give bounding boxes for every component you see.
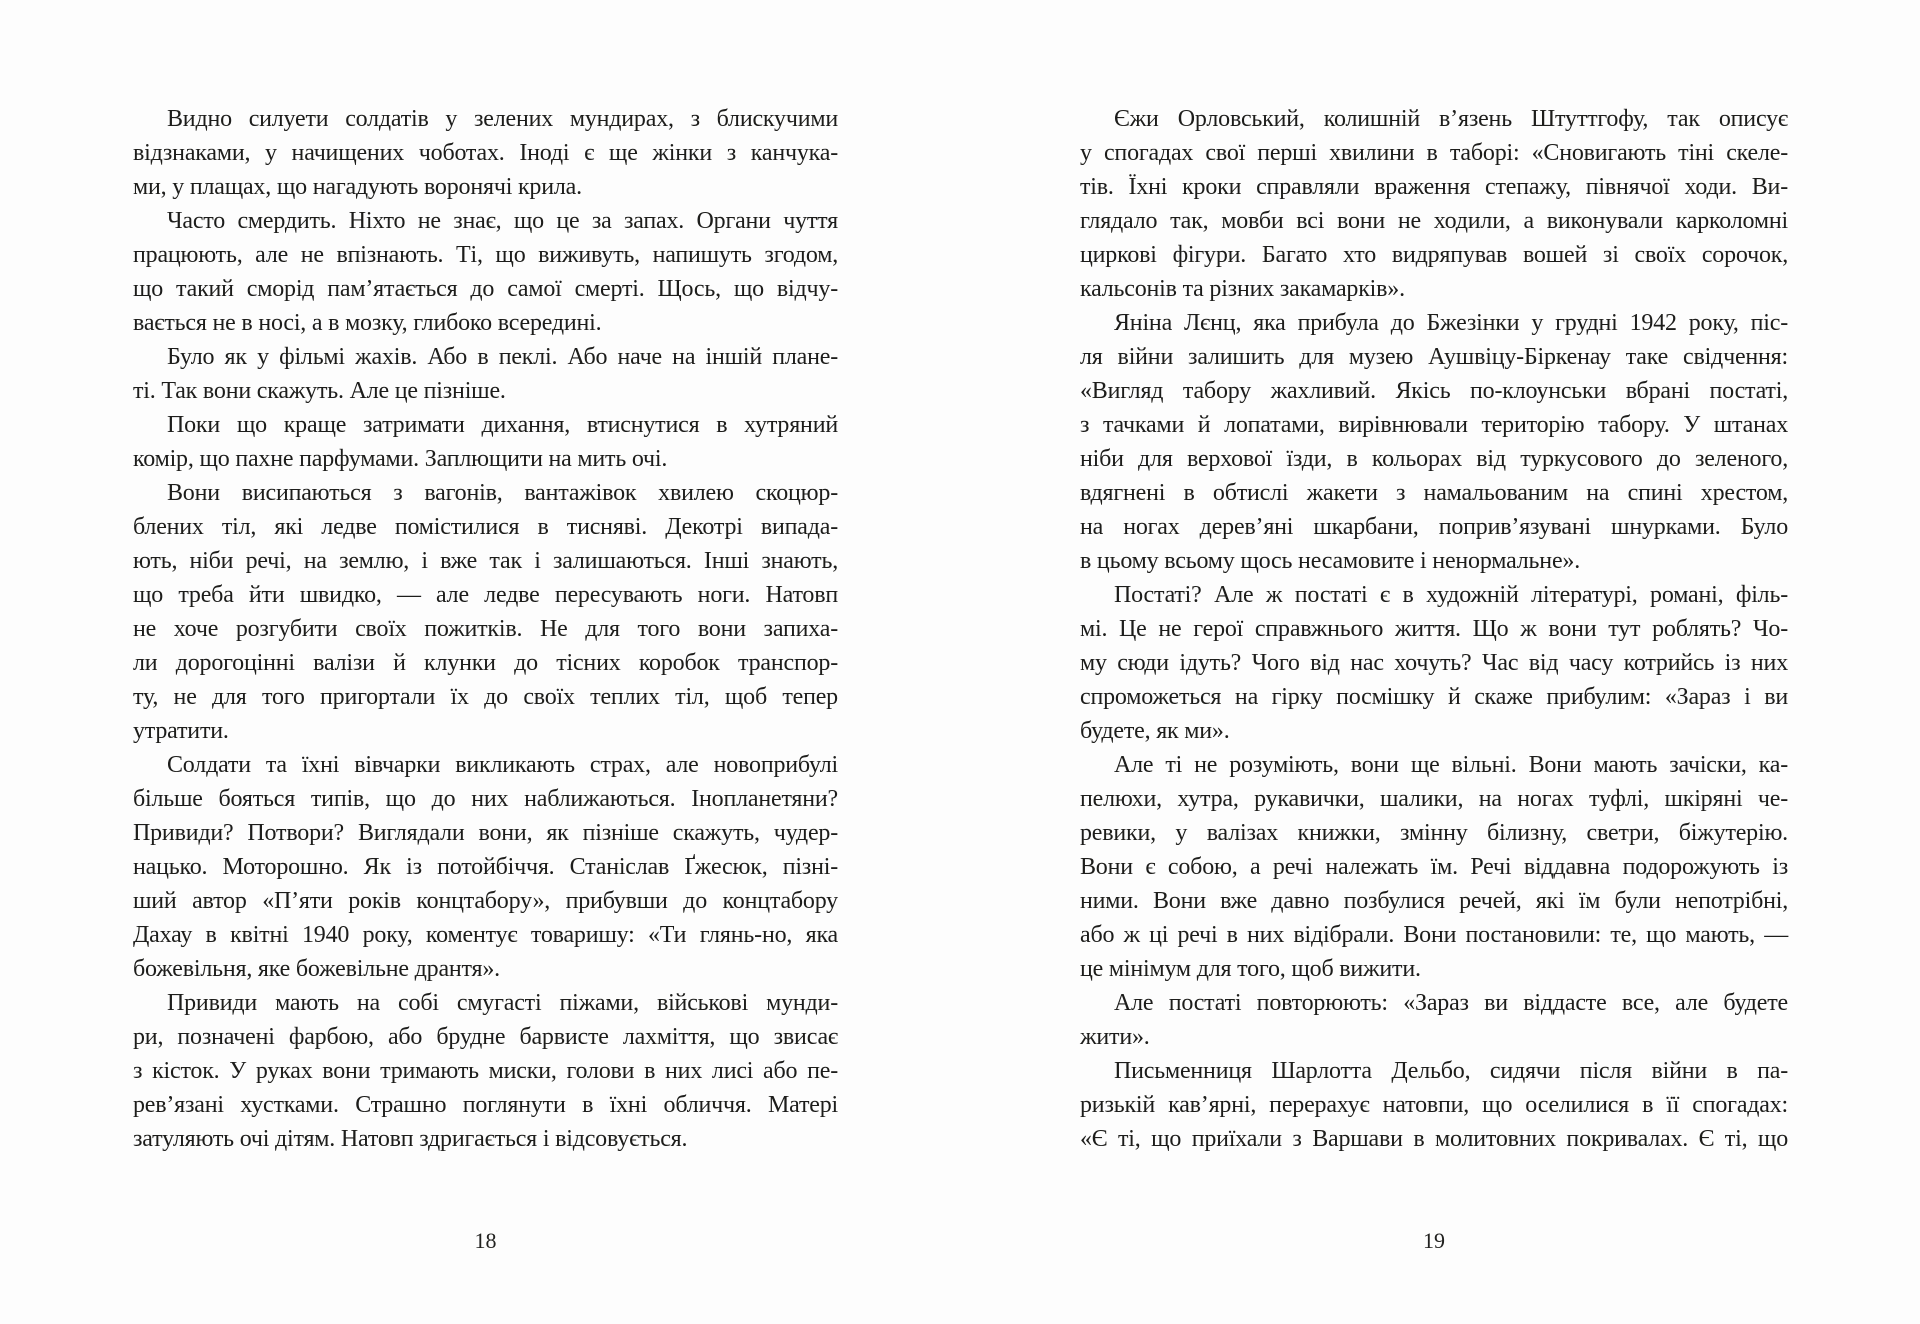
text-line: Але постаті повторюють: «Зараз ви віддасте все, але будете [1114,990,1788,1016]
text-line: жити». [1080,1024,1150,1050]
text-line: у спогадах свої перші хвилини в таборі: «Сновигають тіні скеле- [1080,140,1788,166]
text-line: ніби для верхової їзди, в кольорах від туркусового до зеленого, [1080,446,1788,472]
page-right [960,0,1920,1324]
text-line: відзнаками, у начищених чоботах. Іноді є ще жінки з канчука- [133,140,838,166]
text-line: блених тіл, які ледве помістилися в тисняві. Декотрі випада- [133,514,838,540]
text-line: в цьому всьому щось несамовите і ненормальне». [1080,548,1580,574]
text-line: рев’язані хустками. Страшно поглянути в їхні обличчя. Матері [133,1092,838,1118]
text-line: з тачками й лопатами, вирівнювали територію табору. У штанах [1080,412,1788,438]
text-line: Привиди? Потвори? Виглядали вони, як пізніше скажуть, чудер- [133,820,838,846]
text-line: комір, що пахне парфумами. Заплющити на мить очі. [133,446,668,472]
text-line: Солдати та їхні вівчарки викликають страх, але новоприбулі [167,752,838,778]
text-line: працюють, але не впізнають. Ті, що виживуть, напишуть згодом, [133,242,838,268]
text-line: Письменниця Шарлотта Дельбо, сидячи після війни в па- [1114,1058,1788,1084]
text-line: ли дорогоцінні валізи й клунки до тісних коробок транспор- [133,650,838,676]
text-line: Часто смердить. Ніхто не знає, що це за запах. Органи чуття [167,208,838,234]
text-line: Привиди мають на собі смугасті піжами, військові мунди- [167,990,838,1016]
text-line: не хоче розгубити своїх пожитків. Не для того вони запиха- [133,616,838,642]
text-line: «Є ті, що приїхали з Варшави в молитовних покривалах. Є ті, що [1080,1126,1788,1152]
text-line: Вони є собою, а речі належать їм. Речі віддавна подорожують із [1080,854,1788,880]
text-line: Видно силуети солдатів у зелених мундирах, з блискучими [167,106,838,132]
text-line: що такий сморід пам’ятається до самої смерті. Щось, що відчу- [133,276,838,302]
text-line: Дахау в квітні 1940 року, коментує товаришу: «Ти глянь-но, яка [133,922,838,948]
text-line: більше бояться типів, що до них наближаються. Інопланетяни? [133,786,838,812]
page-right-text-column [1080,102,1788,1156]
text-line: божевільня, яке божевільне дрантя». [133,956,500,982]
text-line: му сюди ідуть? Чого від нас хочуть? Час від часу котрийсь із них [1080,650,1788,676]
page-number-left: 18 [474,1228,497,1253]
text-line: тів. Їхні кроки справляли враження степажу, півнячої ходи. Ви- [1080,174,1788,200]
text-line: нацько. Моторошно. Як із потойбіччя. Станіслав Ґжесюк, пізні- [133,854,838,880]
text-line: Яніна Лєнц, яка прибула до Бжезінки у грудні 1942 року, піс- [1114,310,1788,336]
text-line: або ж ці речі в них відібрали. Вони постановили: те, що мають, — [1080,922,1788,948]
text-line: Але ті не розуміють, вони ще вільні. Вони мають зачіски, ка- [1114,752,1788,778]
text-line: що треба йти швидко, — але ледве пересувають ноги. Натовп [133,582,838,608]
text-line: на ногах дерев’яні шкарбани, поприв’язувані шнурками. Було [1080,514,1788,540]
text-line: пелюхи, хутра, рукавички, шалики, на ногах туфлі, шкіряні че- [1080,786,1788,812]
text-line: «Вигляд табору жахливий. Якісь по-клоунськи вбрані постаті, [1080,378,1788,404]
text-line: ють, ніби речі, на землю, і вже так і залишаються. Інші знають, [133,548,838,574]
text-line: ля війни залишить для музею Аушвіцу-Біркенау таке свідчення: [1080,344,1788,370]
text-line: ри, позначені фарбою, або брудне барвисте лахміття, що звисає [133,1024,838,1050]
text-line: ті. Так вони скажуть. Але це пізніше. [133,378,506,404]
text-line: Було як у фільмі жахів. Або в пеклі. Або наче на іншій плане- [167,344,838,370]
text-line: Вони висипаються з вагонів, вантажівок хвилею скоцюр- [167,480,838,506]
text-line: глядало так, мовби всі вони не ходили, а виконували карколомні [1080,208,1788,234]
text-line: будете, як ми». [1080,718,1230,744]
text-line: ми, у плащах, що нагадують воронячі крила. [133,174,582,200]
text-line: утратити. [133,718,229,744]
text-line: циркові фігури. Багато хто видряпував вошей зі своїх сорочок, [1080,242,1788,268]
page-left-text-column [133,102,838,1156]
text-line: ту, не для того пригортали їх до своїх теплих тіл, щоб тепер [133,684,838,710]
text-line: з кісток. У руках вони тримають миски, голови в них лисі або пе- [133,1058,838,1084]
text-line: ший автор «П’яти років концтабору», прибувши до концтабору [133,888,838,914]
text-line: ними. Вони вже давно позбулися речей, які їм були непотрібні, [1080,888,1788,914]
text-line: вдягнені в обтислі жакети з намальованим на спині хрестом, [1080,480,1788,506]
text-line: кальсонів та різних закамарків». [1080,276,1405,302]
text-line: мі. Це не герої справжнього життя. Що ж вони тут роблять? Чо- [1080,616,1788,642]
text-line: ревики, у валізах книжки, змінну білизну, светри, біжутерію. [1080,820,1788,846]
page-number-right: 19 [1423,1228,1445,1253]
text-line: Єжи Орловський, колишній в’язень Штуттгофу, так описує [1114,106,1788,132]
text-line: спроможеться на гірку посмішку й скаже прибулим: «Зараз і ви [1080,684,1788,710]
text-line: затуляють очі дітям. Натовп здригається і відсовується. [133,1126,688,1152]
text-line: Поки що краще затримати дихання, втиснутися в хутряний [167,412,838,438]
text-line: Постаті? Але ж постаті є в художній літературі, романі, філь- [1114,582,1788,608]
text-line: це мінімум для того, щоб вижити. [1080,956,1421,982]
text-line: вається не в носі, а в мозку, глибоко всередині. [133,310,602,336]
text-line: ризькій кав’ярні, перерахує натовпи, що оселилися в її спогадах: [1080,1092,1788,1118]
